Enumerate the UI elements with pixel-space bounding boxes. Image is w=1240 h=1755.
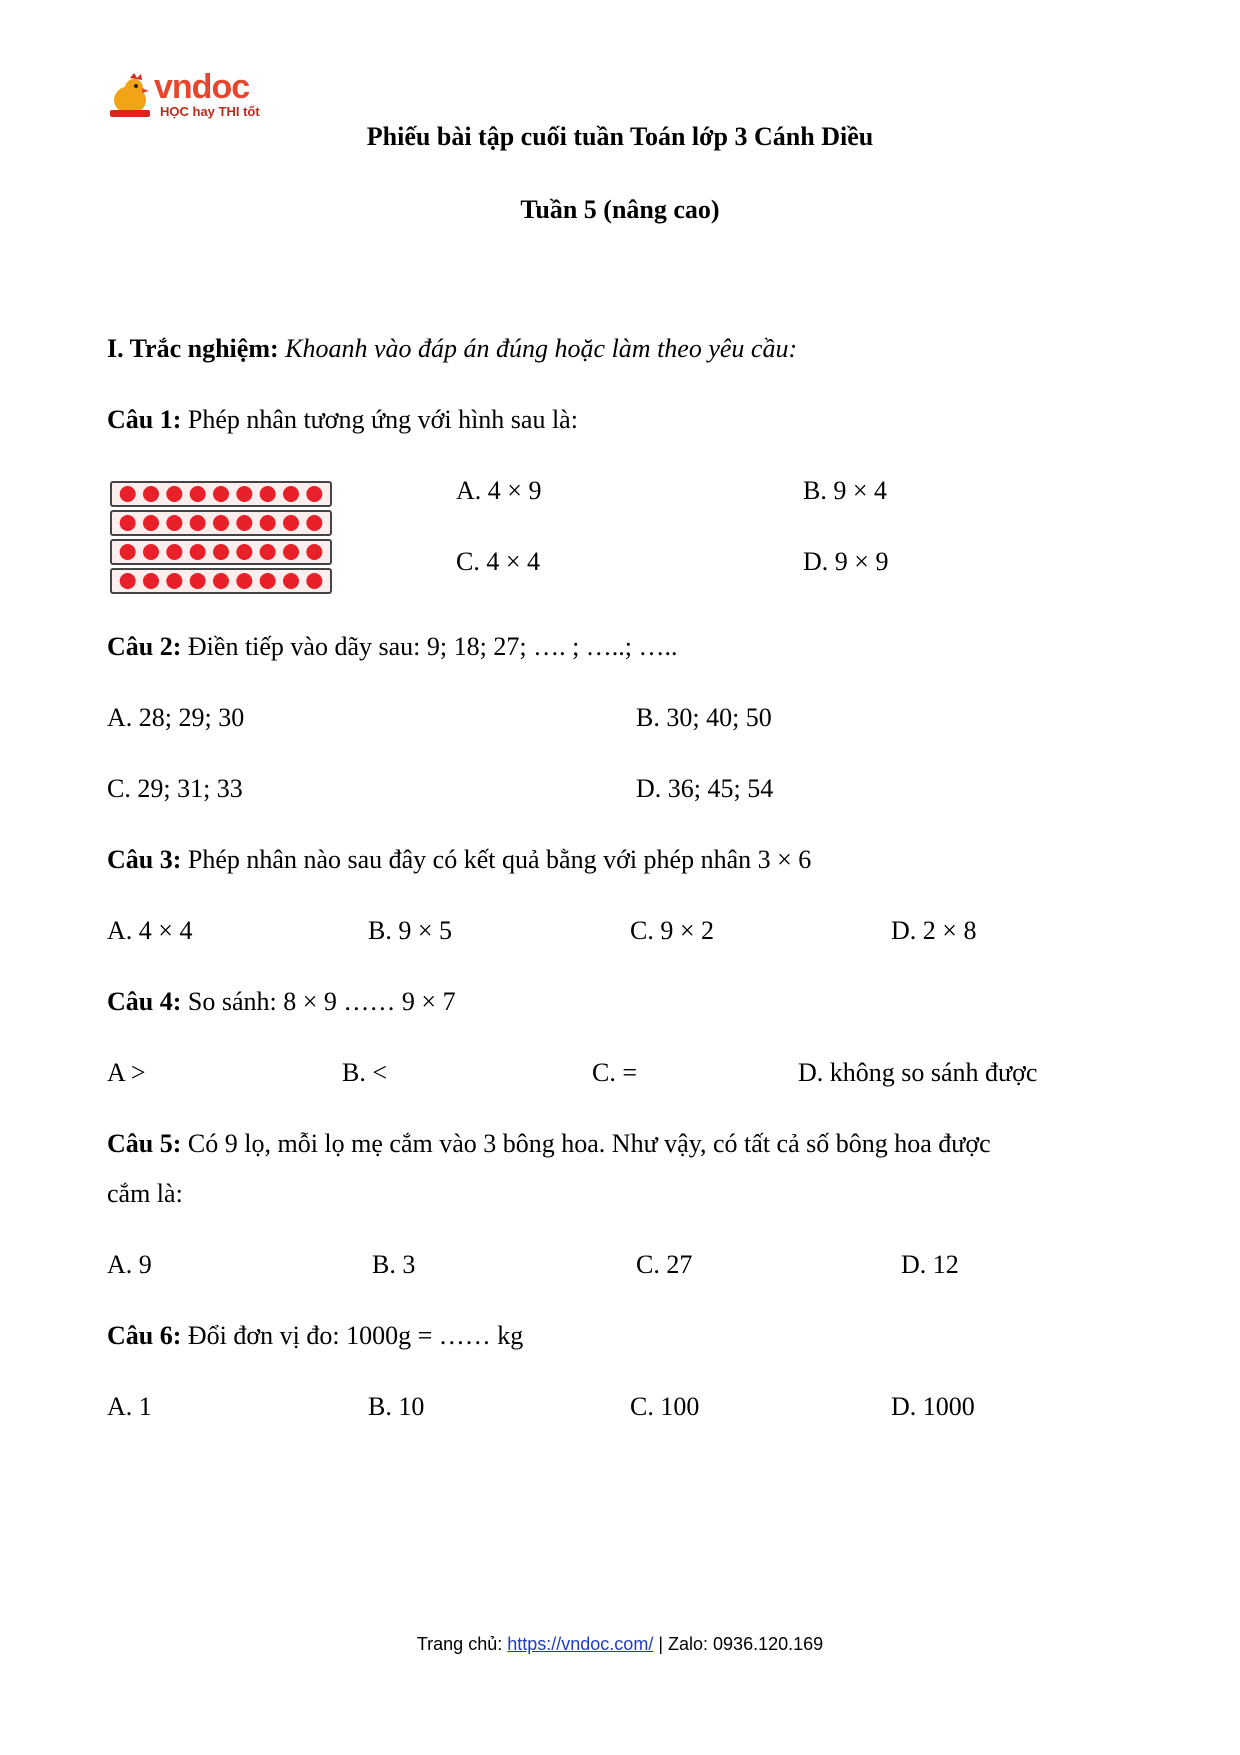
red-dot bbox=[260, 544, 276, 560]
option-2d[interactable]: D. 36; 45; 54 bbox=[636, 774, 774, 803]
red-dot bbox=[190, 573, 206, 589]
question-label: Câu 3: bbox=[107, 845, 182, 874]
option-2b[interactable]: B. 30; 40; 50 bbox=[636, 703, 772, 732]
option-4c[interactable]: C. = bbox=[592, 1058, 638, 1087]
question-text: Có 9 lọ, mỗi lọ mẹ cắm vào 3 bông hoa. Như vậy, có tất cả số bông hoa được bbox=[187, 1129, 991, 1158]
red-dot bbox=[166, 486, 182, 502]
red-dot bbox=[190, 486, 206, 502]
page-footer bbox=[0, 1634, 1240, 1655]
question-4 bbox=[107, 987, 456, 1017]
option-5b[interactable]: B. 3 bbox=[372, 1250, 416, 1279]
red-dot bbox=[143, 515, 159, 531]
option-5a[interactable]: A. 9 bbox=[107, 1250, 152, 1279]
red-dot bbox=[166, 573, 182, 589]
section-label: I. Trắc nghiệm: bbox=[107, 334, 279, 363]
red-dot bbox=[120, 515, 136, 531]
option-3b[interactable]: B. 9 × 5 bbox=[368, 916, 453, 945]
red-dot bbox=[306, 515, 322, 531]
footer-contact: | Zalo: 0936.120.169 bbox=[658, 1634, 824, 1654]
vndoc-logo bbox=[106, 66, 276, 126]
section-instruction: Khoanh vào đáp án đúng hoặc làm theo yêu cầu: bbox=[285, 334, 798, 363]
red-dot bbox=[283, 544, 299, 560]
red-dot bbox=[306, 573, 322, 589]
option-3d[interactable]: D. 2 × 8 bbox=[891, 916, 977, 945]
option-1c[interactable]: C. 4 × 4 bbox=[456, 547, 541, 576]
red-dot bbox=[213, 515, 229, 531]
question-text: Điền tiếp vào dãy sau: 9; 18; 27; …. ; …..; ….. bbox=[187, 632, 678, 661]
red-dot bbox=[120, 573, 136, 589]
red-dot bbox=[120, 544, 136, 560]
question-label: Câu 4: bbox=[107, 987, 182, 1016]
option-4d[interactable]: D. không so sánh được bbox=[798, 1058, 1038, 1087]
question-label: Câu 2: bbox=[107, 632, 182, 661]
option-1d[interactable]: D. 9 × 9 bbox=[803, 547, 889, 576]
question-text: So sánh: 8 × 9 …… 9 × 7 bbox=[187, 987, 456, 1016]
red-dot bbox=[260, 573, 276, 589]
red-dot bbox=[283, 515, 299, 531]
question-6 bbox=[107, 1321, 523, 1351]
red-dot bbox=[213, 573, 229, 589]
option-2a[interactable]: A. 28; 29; 30 bbox=[107, 703, 245, 732]
red-dot bbox=[190, 515, 206, 531]
option-2c[interactable]: C. 29; 31; 33 bbox=[107, 774, 243, 803]
logo-brand: vndoc bbox=[154, 68, 250, 106]
option-6a[interactable]: A. 1 bbox=[107, 1392, 152, 1421]
red-dot bbox=[143, 486, 159, 502]
option-1a[interactable]: A. 4 × 9 bbox=[456, 476, 542, 505]
question-5-continued: cắm là: bbox=[107, 1179, 183, 1208]
question-label: Câu 6: bbox=[107, 1321, 182, 1350]
red-dot bbox=[306, 486, 322, 502]
red-dot bbox=[236, 544, 252, 560]
question-3 bbox=[107, 845, 811, 875]
question-label: Câu 5: bbox=[107, 1129, 182, 1158]
question-text: Phép nhân nào sau đây có kết quả bằng với phép nhân 3 × 6 bbox=[187, 845, 812, 874]
red-dot bbox=[260, 486, 276, 502]
option-3a[interactable]: A. 4 × 4 bbox=[107, 916, 193, 945]
red-dot bbox=[306, 544, 322, 560]
question-5 bbox=[107, 1129, 991, 1159]
option-1b[interactable]: B. 9 × 4 bbox=[803, 476, 888, 505]
question-text: Đổi đơn vị đo: 1000g = …… kg bbox=[187, 1321, 524, 1350]
page-subtitle: Tuần 5 (nâng cao) bbox=[520, 195, 720, 224]
logo-tagline: HỌC hay THI tốt bbox=[160, 104, 260, 119]
red-dot bbox=[166, 515, 182, 531]
option-5c[interactable]: C. 27 bbox=[636, 1250, 693, 1279]
option-5d[interactable]: D. 12 bbox=[901, 1250, 959, 1279]
red-dot bbox=[120, 486, 136, 502]
question-1 bbox=[107, 405, 578, 435]
red-dot bbox=[213, 486, 229, 502]
red-dot bbox=[283, 486, 299, 502]
page-title: Phiếu bài tập cuối tuần Toán lớp 3 Cánh Diều bbox=[366, 122, 874, 151]
red-dot bbox=[190, 544, 206, 560]
option-6b[interactable]: B. 10 bbox=[368, 1392, 425, 1421]
chicken-mascot-icon bbox=[106, 72, 154, 120]
homepage-link[interactable]: https://vndoc.com/ bbox=[507, 1634, 654, 1654]
option-3c[interactable]: C. 9 × 2 bbox=[630, 916, 715, 945]
red-dot bbox=[166, 544, 182, 560]
red-dot bbox=[143, 544, 159, 560]
dot-array-figure bbox=[110, 480, 332, 596]
red-dot bbox=[213, 544, 229, 560]
red-dot bbox=[283, 573, 299, 589]
red-dot bbox=[236, 573, 252, 589]
option-6c[interactable]: C. 100 bbox=[630, 1392, 700, 1421]
red-dot bbox=[143, 573, 159, 589]
red-dot bbox=[236, 515, 252, 531]
red-dot bbox=[236, 486, 252, 502]
option-4a[interactable]: A > bbox=[107, 1058, 146, 1087]
option-6d[interactable]: D. 1000 bbox=[891, 1392, 975, 1421]
footer-prefix: Trang chủ: bbox=[416, 1634, 503, 1654]
section-heading bbox=[107, 334, 797, 364]
question-2 bbox=[107, 632, 678, 662]
option-4b[interactable]: B. < bbox=[342, 1058, 388, 1087]
red-dot bbox=[260, 515, 276, 531]
question-text: Phép nhân tương ứng với hình sau là: bbox=[187, 405, 578, 434]
question-label: Câu 1: bbox=[107, 405, 182, 434]
